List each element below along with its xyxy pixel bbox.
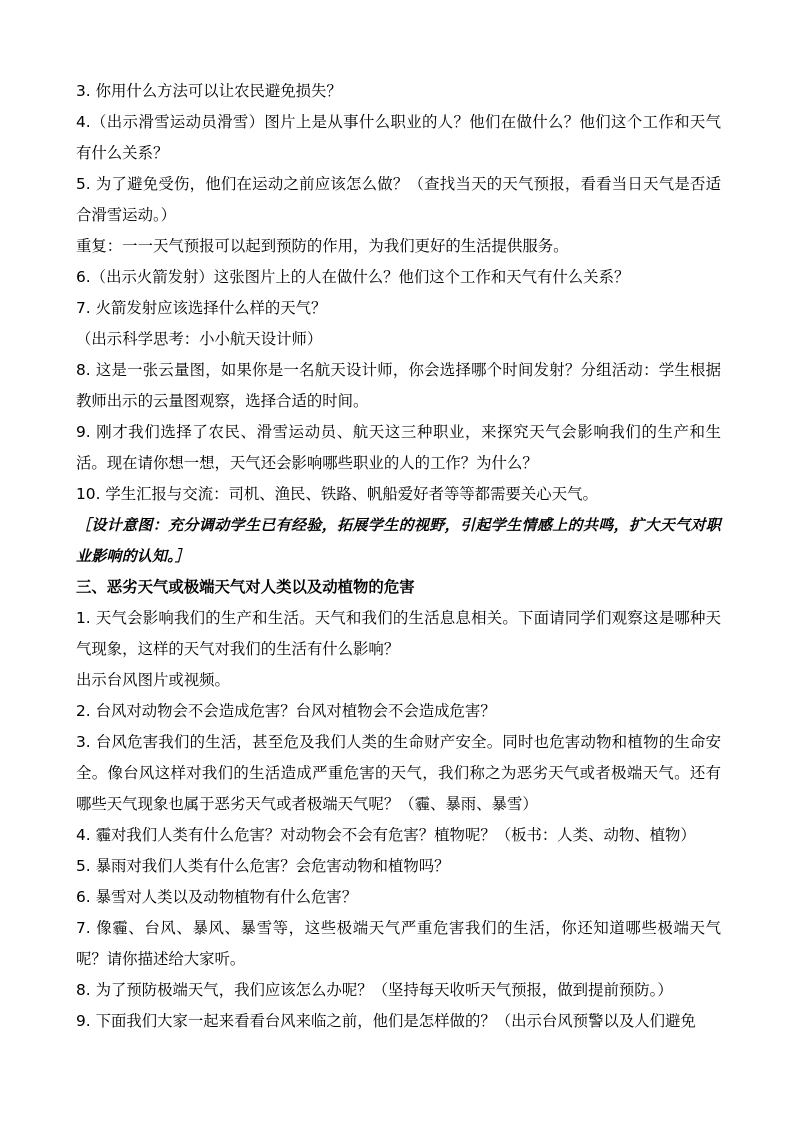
paragraph-s3-q1: 1. 天气会影响我们的生产和生活。天气和我们的生活息息相关。下面请同学们观察这是哪种天气现象，这样的天气对我们的生活有什么影响？	[76, 609, 721, 658]
paragraph-q3: 3. 你用什么方法可以让农民避免损失？	[76, 82, 342, 100]
paragraph-q7-rocket-weather: 7. 火箭发射应该选择什么样的天气？	[76, 299, 327, 317]
paragraph-q9-occupations: 9. 刚才我们选择了农民、滑雪运动员、航天这三种职业，来探究天气会影响我们的生产和生活。现在请你想一想，天气还会影响哪些职业的人的工作？为什么？	[76, 423, 721, 472]
paragraph-s3-q6: 6. 暴雪对人类以及动物植物有什么危害？	[76, 888, 358, 906]
paragraph-q6-rocket: 6.（出示火箭发射）这张图片上的人在做什么？他们这个工作和天气有什么关系？	[76, 268, 630, 286]
paragraph-typhoon-media: 出示台风图片或视频。	[76, 671, 230, 689]
paragraph-science-thinking: （出示科学思考：小小航天设计师）	[76, 330, 323, 348]
paragraph-repeat: 重复：一一天气预报可以起到预防的作用，为我们更好的生活提供服务。	[76, 237, 569, 255]
paragraph-s3-q8: 8. 为了预防极端天气，我们应该怎么办呢？（坚持每天收听天气预报，做到提前预防。）	[76, 981, 673, 999]
paragraph-q4-skier: 4.（出示滑雪运动员滑雪）图片上是从事什么职业的人？他们在做什么？他们这个工作和天气有什么关系？	[76, 113, 721, 162]
paragraph-s3-q5: 5. 暴雨对我们人类有什么危害？会危害动物和植物吗？	[76, 857, 450, 875]
paragraph-s3-q7: 7. 像霾、台风、暴风、暴雪等，这些极端天气严重危害我们的生活，你还知道哪些极端天气呢？请你描述给大家听。	[76, 919, 721, 968]
paragraph-s3-q2: 2. 台风对动物会不会造成危害？台风对植物会不会造成危害？	[76, 702, 496, 720]
paragraph-s3-q9: 9. 下面我们大家一起来看看台风来临之前，他们是怎样做的？（出示台风预警以及人们避免	[76, 1012, 696, 1030]
paragraph-s3-q4: 4. 霾对我们人类有什么危害？对动物会不会有危害？植物呢？（板书：人类、动物、植物）	[76, 826, 696, 844]
paragraph-s3-q3: 3. 台风危害我们的生活，甚至危及我们人类的生命财产安全。同时也危害动物和植物的生命安全。像台风这样对我们的生活造成严重危害的天气，我们称之为恶劣天气或者极端天气。还有哪些天气现象也属于恶劣天气或者极端天气呢？（霾、暴雨、暴雪）	[76, 733, 721, 813]
paragraph-q8-cloud-map: 8. 这是一张云量图，如果你是一名航天设计师，你会选择哪个时间发射？分组活动：学生根据教师出示的云量图观察，选择合适的时间。	[76, 361, 721, 410]
paragraph-design-intent: ［设计意图：充分调动学生已有经验，拓展学生的视野，引起学生情感上的共鸣，扩大天气对职业影响的认知。］	[76, 516, 721, 565]
document-page	[76, 76, 721, 1037]
paragraph-q10-report: 10. 学生汇报与交流：司机、渔民、铁路、帆船爱好者等等都需要关心天气。	[76, 485, 598, 503]
paragraph-q5-injury: 5. 为了避免受伤，他们在运动之前应该怎么做？（查找当天的天气预报，看看当日天气是否适合滑雪运动。）	[76, 175, 721, 224]
section-heading-3: 三、恶劣天气或极端天气对人类以及动植物的危害	[76, 578, 415, 596]
